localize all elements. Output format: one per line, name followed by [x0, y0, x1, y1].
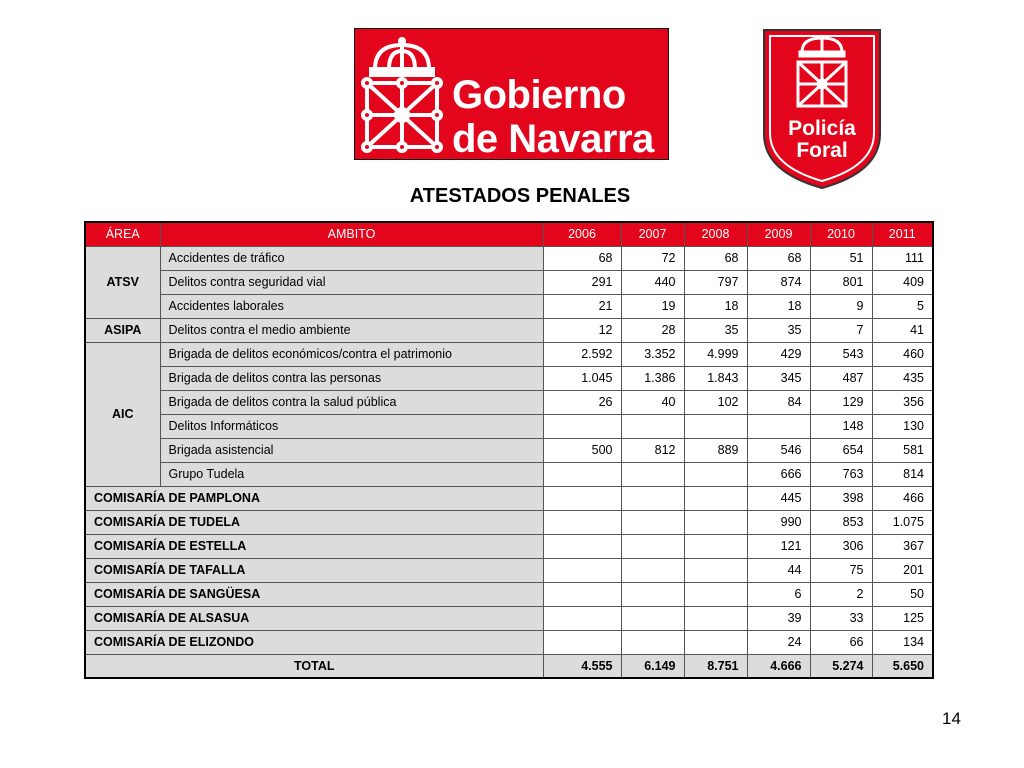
table-row [85, 486, 933, 510]
value-cell: 12 [543, 318, 621, 342]
value-cell: 44 [747, 558, 810, 582]
value-cell [684, 462, 747, 486]
value-cell [621, 534, 684, 558]
comisaria-name-cell: COMISARÍA DE TUDELA [85, 510, 543, 534]
value-cell: 990 [747, 510, 810, 534]
area-cell: ASIPA [85, 318, 160, 342]
policia-foral-logo [760, 26, 884, 197]
value-cell [621, 582, 684, 606]
value-cell [621, 558, 684, 582]
value-cell: 4.999 [684, 342, 747, 366]
table-row [85, 462, 933, 486]
column-header: 2007 [621, 222, 684, 246]
policia-foral-shield-icon [760, 26, 884, 192]
value-cell: 6 [747, 582, 810, 606]
column-header: 2008 [684, 222, 747, 246]
value-cell: 121 [747, 534, 810, 558]
value-cell: 1.075 [872, 510, 933, 534]
column-header: 2010 [810, 222, 872, 246]
value-cell: 460 [872, 342, 933, 366]
ambito-cell: Accidentes de tráfico [160, 246, 543, 270]
value-cell: 409 [872, 270, 933, 294]
value-cell [684, 486, 747, 510]
value-cell [621, 414, 684, 438]
table-row [85, 342, 933, 366]
value-cell: 367 [872, 534, 933, 558]
table-row [85, 510, 933, 534]
value-cell: 9 [810, 294, 872, 318]
value-cell: 435 [872, 366, 933, 390]
value-cell [543, 534, 621, 558]
value-cell: 21 [543, 294, 621, 318]
ambito-cell: Delitos contra seguridad vial [160, 270, 543, 294]
value-cell: 889 [684, 438, 747, 462]
total-row [85, 654, 933, 678]
value-cell: 345 [747, 366, 810, 390]
ambito-cell: Delitos contra el medio ambiente [160, 318, 543, 342]
value-cell [684, 606, 747, 630]
value-cell: 40 [621, 390, 684, 414]
value-cell: 814 [872, 462, 933, 486]
value-cell: 2 [810, 582, 872, 606]
value-cell: 111 [872, 246, 933, 270]
column-header: ÁREA [85, 222, 160, 246]
value-cell: 445 [747, 486, 810, 510]
navarra-coat-of-arms-icon [361, 35, 443, 153]
policia-logo-text [760, 118, 884, 162]
value-cell: 130 [872, 414, 933, 438]
value-cell: 306 [810, 534, 872, 558]
gobierno-de-navarra-logo [354, 28, 669, 160]
value-cell: 134 [872, 630, 933, 654]
total-value-cell: 4.666 [747, 654, 810, 678]
total-value-cell: 5.274 [810, 654, 872, 678]
value-cell: 18 [684, 294, 747, 318]
page-title: ATESTADOS PENALES [409, 185, 631, 207]
value-cell: 50 [872, 582, 933, 606]
value-cell [684, 558, 747, 582]
comisaria-name-cell: COMISARÍA DE PAMPLONA [85, 486, 543, 510]
value-cell: 440 [621, 270, 684, 294]
column-header: AMBITO [160, 222, 543, 246]
value-cell: 546 [747, 438, 810, 462]
value-cell: 72 [621, 246, 684, 270]
value-cell: 66 [810, 630, 872, 654]
column-header: 2006 [543, 222, 621, 246]
value-cell [621, 606, 684, 630]
total-value-cell: 8.751 [684, 654, 747, 678]
value-cell [684, 534, 747, 558]
column-header: 2011 [872, 222, 933, 246]
value-cell [543, 414, 621, 438]
table-row [85, 318, 933, 342]
value-cell: 33 [810, 606, 872, 630]
policia-logo-line1: Policía [788, 117, 856, 140]
table-row [85, 366, 933, 390]
value-cell: 2.592 [543, 342, 621, 366]
value-cell [621, 462, 684, 486]
value-cell: 398 [810, 486, 872, 510]
value-cell [621, 486, 684, 510]
value-cell [543, 486, 621, 510]
table-row [85, 582, 933, 606]
value-cell [684, 630, 747, 654]
value-cell [747, 414, 810, 438]
table-row [85, 630, 933, 654]
value-cell: 466 [872, 486, 933, 510]
ambito-cell: Delitos Informáticos [160, 414, 543, 438]
column-header: 2009 [747, 222, 810, 246]
value-cell: 543 [810, 342, 872, 366]
value-cell: 19 [621, 294, 684, 318]
value-cell: 801 [810, 270, 872, 294]
value-cell [543, 606, 621, 630]
value-cell: 291 [543, 270, 621, 294]
value-cell [543, 558, 621, 582]
gobierno-logo-text [452, 73, 654, 161]
value-cell [543, 630, 621, 654]
comisaria-name-cell: COMISARÍA DE TAFALLA [85, 558, 543, 582]
value-cell: 797 [684, 270, 747, 294]
value-cell: 39 [747, 606, 810, 630]
value-cell [684, 582, 747, 606]
value-cell: 51 [810, 246, 872, 270]
table-row [85, 438, 933, 462]
gobierno-logo-line2: de Navarra [452, 117, 654, 161]
table-row [85, 534, 933, 558]
ambito-cell: Brigada de delitos contra las personas [160, 366, 543, 390]
value-cell: 129 [810, 390, 872, 414]
value-cell: 75 [810, 558, 872, 582]
ambito-cell: Brigada de delitos económicos/contra el patrimonio [160, 342, 543, 366]
total-value-cell: 4.555 [543, 654, 621, 678]
value-cell: 68 [747, 246, 810, 270]
value-cell: 68 [684, 246, 747, 270]
value-cell: 1.386 [621, 366, 684, 390]
value-cell: 356 [872, 390, 933, 414]
value-cell: 666 [747, 462, 810, 486]
page-number: 14 [942, 709, 961, 728]
value-cell: 1.045 [543, 366, 621, 390]
value-cell: 24 [747, 630, 810, 654]
ambito-cell: Accidentes laborales [160, 294, 543, 318]
comisaria-name-cell: COMISARÍA DE SANGÜESA [85, 582, 543, 606]
value-cell [684, 414, 747, 438]
value-cell [543, 510, 621, 534]
value-cell: 125 [872, 606, 933, 630]
value-cell [621, 630, 684, 654]
ambito-cell: Brigada de delitos contra la salud pública [160, 390, 543, 414]
value-cell: 102 [684, 390, 747, 414]
table-row [85, 390, 933, 414]
value-cell: 3.352 [621, 342, 684, 366]
value-cell: 654 [810, 438, 872, 462]
value-cell: 35 [747, 318, 810, 342]
area-cell: AIC [85, 342, 160, 486]
ambito-cell: Grupo Tudela [160, 462, 543, 486]
area-cell: ATSV [85, 246, 160, 318]
value-cell: 5 [872, 294, 933, 318]
value-cell: 201 [872, 558, 933, 582]
value-cell: 68 [543, 246, 621, 270]
value-cell: 28 [621, 318, 684, 342]
value-cell: 487 [810, 366, 872, 390]
gobierno-logo-line1: Gobierno [452, 73, 626, 117]
table-row [85, 558, 933, 582]
value-cell: 812 [621, 438, 684, 462]
table-row [85, 294, 933, 318]
value-cell: 35 [684, 318, 747, 342]
table-row [85, 414, 933, 438]
value-cell: 581 [872, 438, 933, 462]
value-cell: 84 [747, 390, 810, 414]
total-value-cell: 6.149 [621, 654, 684, 678]
atestados-table [84, 221, 934, 679]
comisaria-name-cell: COMISARÍA DE ESTELLA [85, 534, 543, 558]
value-cell: 1.843 [684, 366, 747, 390]
ambito-cell: Brigada asistencial [160, 438, 543, 462]
value-cell: 26 [543, 390, 621, 414]
value-cell [684, 510, 747, 534]
value-cell: 41 [872, 318, 933, 342]
value-cell: 18 [747, 294, 810, 318]
table-row [85, 270, 933, 294]
total-value-cell: 5.650 [872, 654, 933, 678]
value-cell: 7 [810, 318, 872, 342]
value-cell: 874 [747, 270, 810, 294]
policia-logo-line2: Foral [796, 139, 848, 162]
value-cell: 853 [810, 510, 872, 534]
total-label-cell: TOTAL [85, 654, 543, 678]
value-cell: 500 [543, 438, 621, 462]
table-header-row [85, 222, 933, 246]
table-row [85, 246, 933, 270]
value-cell: 429 [747, 342, 810, 366]
value-cell: 148 [810, 414, 872, 438]
value-cell: 763 [810, 462, 872, 486]
table-row [85, 606, 933, 630]
value-cell [621, 510, 684, 534]
value-cell [543, 582, 621, 606]
comisaria-name-cell: COMISARÍA DE ALSASUA [85, 606, 543, 630]
comisaria-name-cell: COMISARÍA DE ELIZONDO [85, 630, 543, 654]
value-cell [543, 462, 621, 486]
